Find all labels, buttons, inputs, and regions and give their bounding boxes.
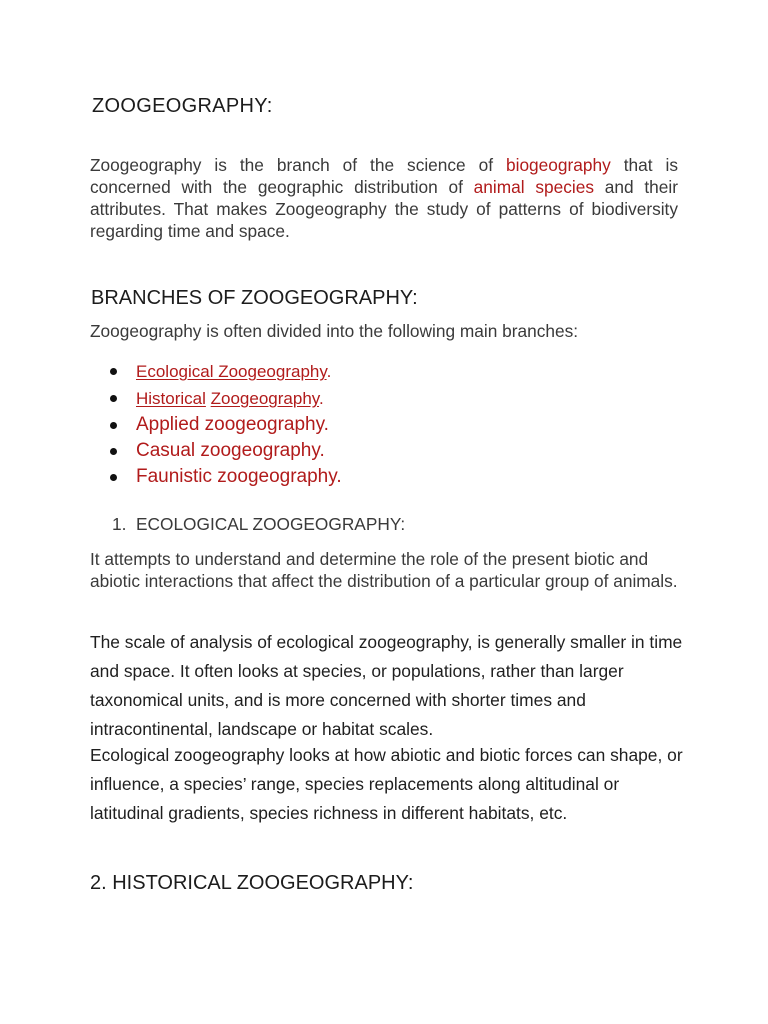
zoogeography-link[interactable]: Zoogeography bbox=[210, 389, 320, 408]
list-item bbox=[110, 385, 342, 412]
bullet-icon bbox=[110, 422, 117, 429]
ecological-paragraph-2: The scale of analysis of ecological zoogeography, is generally smaller in time and space. It often looks at species, or populations, rather than larger taxonomical units, and is more concerned with shorter times and intracontinental, landscape or habitat scales. bbox=[90, 632, 683, 739]
intro-text-2: that is concerned with the geographic distribution of bbox=[90, 155, 678, 197]
ecological-paragraph-3: Ecological zoogeography looks at how abiotic and biotic forces can shape, or influence, a species’ range, species replacements along altitudinal or latitudinal gradients, species richness in different habitats, etc. bbox=[90, 745, 683, 823]
applied-zoogeography-item: Applied zoogeography. bbox=[136, 414, 329, 435]
ecological-zoogeography-link[interactable]: Ecological Zoogeography bbox=[136, 362, 327, 381]
section-number: 1. bbox=[112, 514, 127, 534]
branches-intro: Zoogeography is often divided into the following main branches: bbox=[90, 321, 579, 341]
list-item-suffix: . bbox=[326, 362, 332, 381]
list-item bbox=[110, 358, 342, 385]
list-item bbox=[110, 464, 342, 490]
bullet-icon bbox=[110, 474, 117, 481]
ecological-paragraph-1: It attempts to understand and determine the role of the present biotic and abiotic interactions that affect the distribution of a particular group of animals. bbox=[90, 549, 678, 591]
bullet-icon bbox=[110, 368, 117, 375]
faunistic-zoogeography-item: Faunistic zoogeography. bbox=[136, 466, 342, 487]
document-title: ZOOGEOGRAPHY: bbox=[92, 95, 273, 117]
branches-heading: BRANCHES OF ZOOGEOGRAPHY: bbox=[91, 287, 418, 309]
intro-text-1: Zoogeography is the branch of the science of bbox=[90, 155, 506, 175]
biogeography-link[interactable]: biogeography bbox=[506, 155, 611, 175]
intro-text-3: and their attributes. That makes Zoogeography the study of patterns of biodiversity regarding time and space. bbox=[90, 177, 678, 241]
historical-link[interactable]: Historical bbox=[136, 389, 206, 408]
list-item bbox=[110, 438, 342, 464]
casual-zoogeography-item: Casual zoogeography. bbox=[136, 440, 325, 461]
intro-paragraph bbox=[90, 154, 678, 242]
branch-list bbox=[110, 358, 342, 490]
bullet-icon bbox=[110, 448, 117, 455]
animal-species-link[interactable]: animal species bbox=[473, 177, 594, 197]
bullet-icon bbox=[110, 395, 117, 402]
ecological-heading-text: ECOLOGICAL ZOOGEOGRAPHY: bbox=[136, 514, 406, 534]
list-item-suffix: . bbox=[319, 389, 324, 408]
list-item bbox=[110, 412, 342, 438]
ecological-heading bbox=[112, 514, 405, 535]
historical-heading: 2. HISTORICAL ZOOGEOGRAPHY: bbox=[90, 872, 414, 894]
